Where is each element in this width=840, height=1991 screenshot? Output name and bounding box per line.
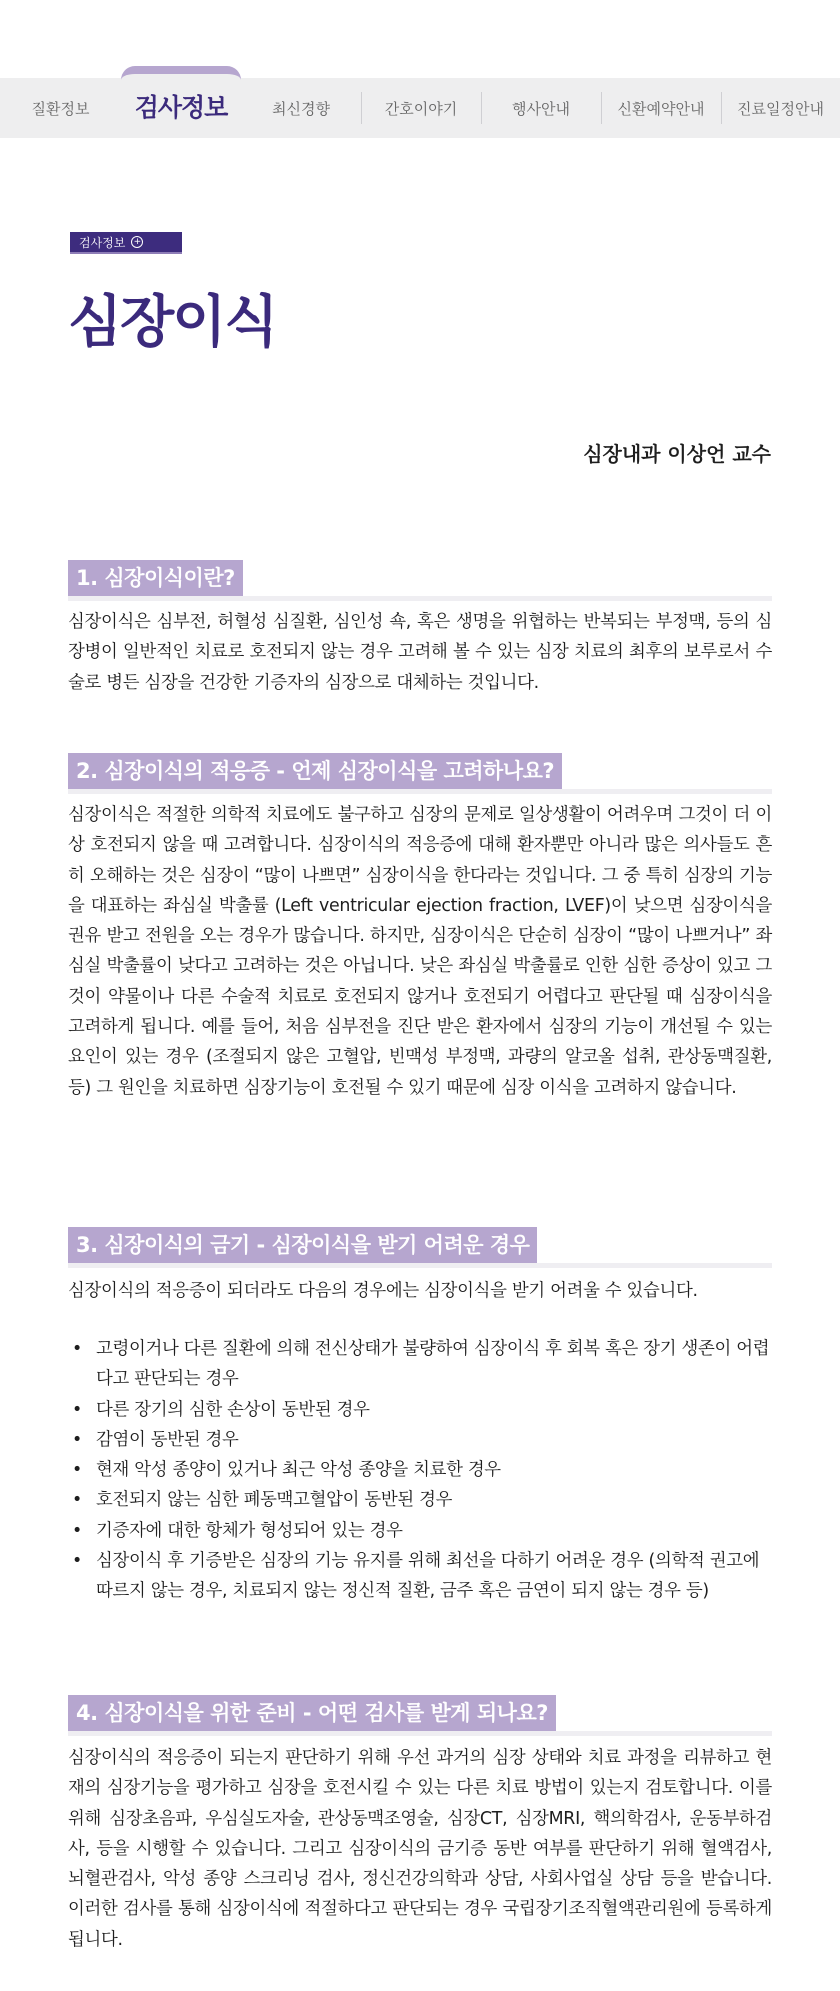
category-label: 검사정보 <box>79 235 126 250</box>
list-item: • 다른 장기의 심한 손상이 동반된 경우 <box>68 1395 772 1425</box>
contraindication-list <box>68 1334 772 1607</box>
section-heading-label: 1. 심장이식이란? <box>68 560 243 596</box>
tab-label: 신환예약안내 <box>617 99 705 118</box>
list-item: • 현재 악성 종양이 있거나 최근 악성 종양을 치료한 경우 <box>68 1455 772 1485</box>
tab-new-patient-reservation[interactable] <box>601 78 721 138</box>
tab-exam-info[interactable] <box>121 66 241 138</box>
section-heading-3 <box>68 1227 772 1268</box>
tab-label: 간호이야기 <box>384 99 458 118</box>
author: 심장내과 이상언 교수 <box>583 442 771 466</box>
section-heading-label: 3. 심장이식의 금기 - 심장이식을 받기 어려운 경우 <box>68 1227 537 1263</box>
section-body-3: 심장이식의 적응증이 되더라도 다음의 경우에는 심장이식을 받기 어려울 수 있습니다. <box>68 1281 698 1301</box>
tab-clinic-schedule[interactable] <box>721 78 840 138</box>
tab-events[interactable] <box>481 78 601 138</box>
tab-label: 질환정보 <box>31 99 90 118</box>
plus-circle-icon: + <box>131 236 143 248</box>
section-body-4: 심장이식의 적응증이 되는지 판단하기 위해 우선 과거의 심장 상태와 치료 과정을 리뷰하고 현재의 심장기능을 평가하고 심장을 호전시킬 수 있는 다른 치료 방법이 있는지 검토합니다. 이를 위해 심장초음파, 우심실도자술, 관상동맥조영술, 심장CT, 심장MRI, 핵의학검사, 운동부하검사, 등을 시행할 수 있습니다. 그리고 심장이식의 금기증 동반 여부를 판단하기 위해 혈액검사, 뇌혈관검사, 악성 종양 스크리닝 검사, 정신건강의학과 상담, 사회사업실 상담 등을 받습니다. 이러한 검사를 통해 심장이식에 적절하다고 판단되는 경우 국립장기조직혈액관리원에 등록하게 됩니다. <box>68 1748 772 1950</box>
tab-disease-info[interactable] <box>0 78 121 138</box>
tab-label: 행사안내 <box>512 99 570 118</box>
list-item: • 호전되지 않는 심한 폐동맥고혈압이 동반된 경우 <box>68 1485 772 1515</box>
tab-latest-trends[interactable] <box>241 78 361 138</box>
list-item: • 심장이식 후 기증받은 심장의 기능 유지를 위해 최선을 다하기 어려운 경우 (의학적 권고에 따르지 않는 경우, 치료되지 않는 정신적 질환, 금주 혹은 금연이 되지 않는 경우 등) <box>68 1546 772 1607</box>
section-heading-label: 2. 심장이식의 적응증 - 언제 심장이식을 고려하나요? <box>68 753 562 789</box>
list-item: • 고령이거나 다른 질환에 의해 전신상태가 불량하여 심장이식 후 회복 혹은 장기 생존이 어렵다고 판단되는 경우 <box>68 1334 772 1395</box>
page-title: 심장이식 <box>68 290 277 355</box>
section-body-1: 심장이식은 심부전, 허혈성 심질환, 심인성 쇽, 혹은 생명을 위협하는 반복되는 부정맥, 등의 심장병이 일반적인 치료로 호전되지 않는 경우 고려해 볼 수 있는 심장 치료의 최후의 보루로서 수술로 병든 심장을 건강한 기증자의 심장으로 대체하는 것입니다. <box>68 612 772 693</box>
list-item: • 기증자에 대한 항체가 형성되어 있는 경우 <box>68 1516 772 1546</box>
tab-label: 검사정보 <box>134 93 228 122</box>
tab-label: 최신경향 <box>272 99 330 118</box>
list-item: • 감염이 동반된 경우 <box>68 1425 772 1455</box>
section-heading-label: 4. 심장이식을 위한 준비 - 어떤 검사를 받게 되나요? <box>68 1695 556 1731</box>
section-heading-2 <box>68 753 772 794</box>
section-heading-1 <box>68 560 772 601</box>
section-heading-4 <box>68 1695 772 1736</box>
category-tag <box>70 232 182 254</box>
tab-nursing-story[interactable] <box>361 78 481 138</box>
section-body-2: 심장이식은 적절한 의학적 치료에도 불구하고 심장의 문제로 일상생활이 어려우며 그것이 더 이상 호전되지 않을 때 고려합니다. 심장이식의 적응증에 대해 환자뿐만 아니라 많은 의사들도 흔히 오해하는 것은 심장이 “많이 나쁘면” 심장이식을 한다라는 것입니다. 그 중 특히 심장의 기능을 대표하는 좌심실 박출률 (Left ventricular ejection fraction, LVEF)이 낮으면 심장이식을 권유 받고 전원을 오는 경우가 많습니다. 하지만, 심장이식은 단순히 심장이 “많이 나쁘거나” 좌심실 박출률이 낮다고 고려하는 것은 아닙니다. 낮은 좌심실 박출률로 인한 심한 증상이 있고 그것이 약물이나 다른 수술적 치료로 호전되지 않거나 호전되기 어렵다고 판단될 때 심장이식을 고려하게 됩니다. 예를 들어, 처음 심부전을 진단 받은 환자에서 심장의 기능이 개선될 수 있는 요인이 있는 경우 (조절되지 않은 고혈압, 빈맥성 부정맥, 과량의 알코올 섭취, 관상동맥질환, 등) 그 원인을 치료하면 심장기능이 호전될 수 있기 때문에 심장 이식을 고려하지 않습니다. <box>68 805 772 1098</box>
tab-label: 진료일정안내 <box>737 99 824 118</box>
